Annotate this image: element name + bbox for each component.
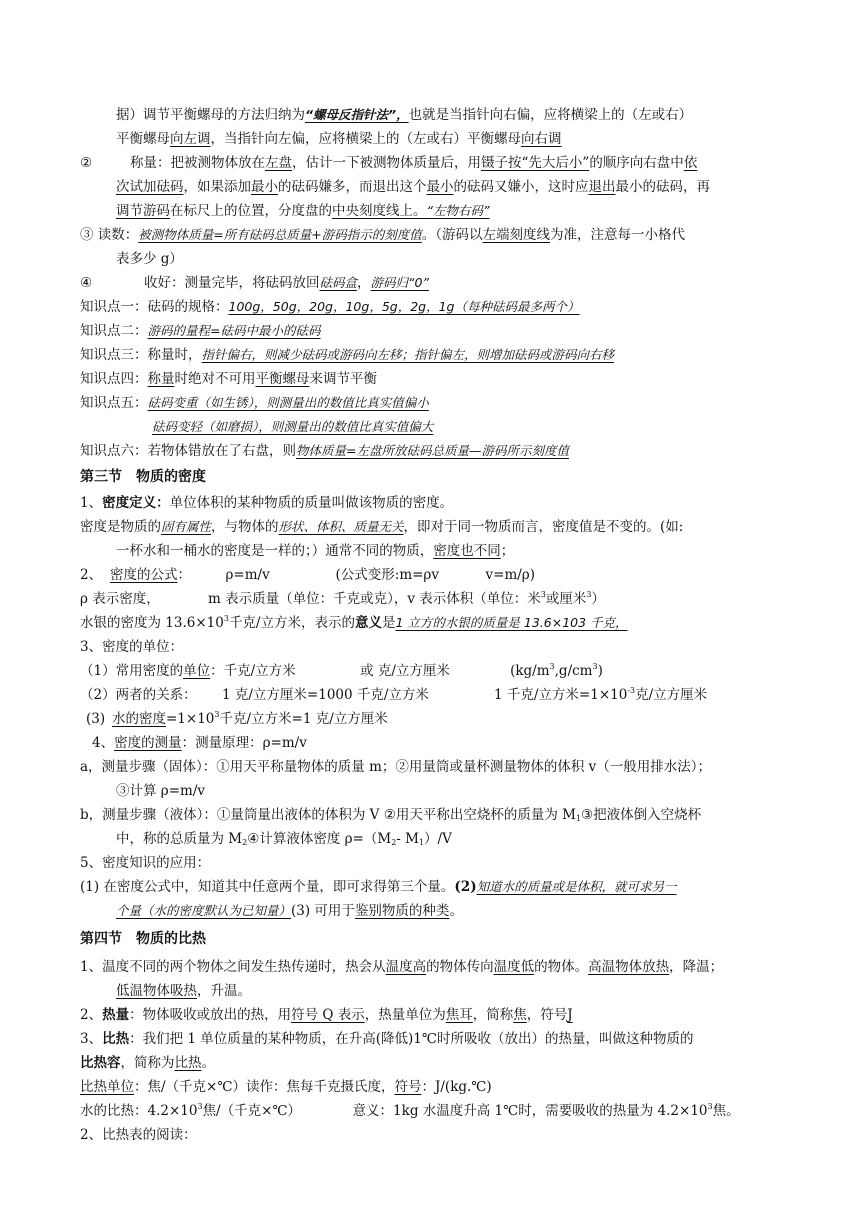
text-line [116,780,802,802]
text-span: (2) [454,879,477,895]
formula: (公式变形:m=ρv [335,567,439,583]
text-line [86,708,808,730]
text-span: ，即对于同一物质而言，密度值是不变的。(如: [403,519,684,535]
highlighted-term: 依 [683,155,698,171]
knowledge-point [80,368,802,390]
formula: v=m/ρ) [485,567,535,583]
text-line [80,564,802,586]
highlighted-term: 低温物体吸热 [116,983,197,999]
text-span: (3) 可用于 [291,903,355,919]
text-line [80,1100,802,1122]
text-line [80,804,802,826]
highlighted-term: 密度的测量 [114,735,182,751]
text-span: b，测量步骤（液体）：①量筒量出液体的体积为 V ②用天平称出空烧杯的质量为 M [80,807,576,823]
text-line [80,1004,802,1026]
highlighted-term: 镊子按“先大后小” [481,155,590,171]
text-span: 4、 [92,735,115,751]
text-span: 密度是物质的 [80,519,161,535]
text-line [80,636,802,658]
text-span: ，升温。 [197,983,251,999]
text-line [116,980,802,1002]
text-span: 千克/立方米=1 克/立方厘米 [219,711,388,727]
text-span: 在标尺上的位置，分度盘的 [170,203,332,219]
highlighted-term: 向左调 [170,131,211,147]
text-span: 的砝码嫌多，而退出这个 [278,179,427,195]
text-span: ③把液体倒入空烧杯 [581,807,702,823]
highlighted-term: 形状、体积、质量无关 [278,519,404,534]
highlighted-term: 鉴别物质的种类 [354,903,450,919]
text-span: ， [357,275,371,291]
text-span: ） [591,591,605,607]
highlighted-term: 砝码盒 [319,275,358,290]
text-span: ）/V [424,831,452,847]
knowledge-label: 知识点一：砝码的规格： [80,299,229,315]
text-span: ③计算 ρ=m/v [116,783,206,799]
term-heading: 比热容 [80,1055,121,1071]
text-line [116,540,802,562]
superscript: 3 [592,662,598,671]
text-line [116,200,802,222]
text-span: 意义：1kg 水温度升高 1℃时，需要吸收的热量为 4.2×10 [352,1103,708,1119]
text-span: （1）常用密度的 [80,663,184,679]
highlighted-term: 密度的公式 [110,567,178,583]
highlighted-term: 固有属性 [161,519,212,534]
highlighted-term: 比热单位 [80,1079,134,1095]
text-span: 5、密度知识的应用： [80,855,211,871]
knowledge-point [80,296,802,318]
subscript: 1 [418,838,425,847]
text-span: ： [177,567,191,583]
text-span: 单位体积的某种物质的质量叫做该物质的密度。 [169,495,454,511]
superscript: 3 [197,1102,203,1111]
text-span: 一杯水和一桶水的密度是一样的；）通常不同的物质， [116,543,434,559]
superscript: 3 [586,590,592,599]
text-span: 时绝对不可用 [174,371,256,387]
text-span: ρ 表示密度， [80,591,160,607]
highlighted-term: 符号 Q 表示 [291,1007,365,1023]
subscript: 2 [391,838,397,847]
text-span: 。（游码以 [421,227,483,243]
knowledge-point [80,344,802,366]
highlighted-term: 指针偏右，则减少砝码或游码向左移；指针偏左，则增加砝码或游码向右移 [201,347,615,362]
text-span: 表多少 g） [116,251,183,267]
highlighted-term: J [567,1007,573,1023]
knowledge-point [80,440,802,462]
text-span: 1 千克/立方米=1×10 [494,687,628,703]
text-line [80,684,802,706]
superscript: 3 [214,710,220,719]
text-span: 来调节平衡 [309,371,377,387]
list-number: ④ [80,275,93,291]
text-span: 1 克/立方厘米=1000 千克/立方米 [222,687,429,703]
highlighted-term: 符号 [394,1079,422,1095]
superscript: 3 [540,590,546,599]
text-span: （2）两者的关系： [80,687,197,703]
text-line [80,956,802,978]
highlighted-term: 左端刻度线 [482,227,550,243]
text-span: 2、 [80,567,103,583]
highlighted-term: 游码的量程=砝码中最小的砝码 [147,323,321,338]
text-line [80,1124,802,1146]
text-span: 的物体。 [534,959,589,975]
term-heading: 意义 [355,615,382,631]
text-line [116,176,802,198]
highlighted-term: 最小 [426,179,454,195]
text-span: 据）调节平衡螺母的方法归纳为 [116,107,305,123]
text-line [116,248,802,270]
text-span: ：焦/（千克×℃）读作：焦每千克摄氏度， [134,1079,395,1095]
superscript: 3 [549,662,555,671]
text-line [116,900,802,922]
highlighted-term: 个量（水的密度默认为已知量） [116,903,292,918]
highlighted-term: 水的密度 [112,711,166,727]
highlighted-term: 最小 [251,179,278,195]
text-span: =1×10 [166,711,215,727]
highlighted-term: 称量 [147,371,175,387]
text-span: ，符号 [526,1007,568,1023]
highlighted-term: 1 立方的水银的质量是 13.6×103 千克， [395,615,628,630]
section-heading: 第三节 物质的密度 [80,469,206,485]
text-span: 的物体传向 [426,959,494,975]
section-heading: 第四节 物质的比热 [80,931,206,947]
text-line [116,128,802,150]
text-span: ，当指针向左偏，应将横梁上的（左或右）平衡螺母 [210,131,521,147]
text-span: 千克/立方米，表示的 [228,615,355,631]
highlighted-term: 温度高 [385,959,427,975]
text-span: 焦/（千克×℃） [202,1103,302,1119]
superscript: 3 [707,1102,713,1111]
text-line [80,612,802,634]
text-span: m 表示质量（单位：千克或克），v 表示体积（单位：米 [208,591,541,607]
text-span: 焦。 [712,1103,740,1119]
text-span: 水银的密度为 13.6×10 [80,615,224,631]
superscript: -3 [627,686,636,695]
text-span: 最小的砝码，再 [615,179,710,195]
text-span: ③ 读数： [80,227,139,243]
highlighted-term: 100g，50g，20g，10g，5g，2g，1g（每种砝码最多两个） [228,299,580,314]
text-span: 水的比热：4.2×10 [80,1103,198,1119]
knowledge-label: 知识点六：若物体错放在了右盘，则 [80,443,296,459]
text-line [80,492,802,514]
text-span: 1、 [80,495,103,511]
text-span: ； [500,543,515,559]
text-span: ，估计一下被测物体质量后，用 [292,155,481,171]
text-span: ④计算液体密度 ρ=（M [247,831,392,847]
text-line [80,1076,802,1098]
text-span: 或 克/立方厘米 [360,663,450,679]
highlighted-term: 焦耳 [445,1007,473,1023]
text-span: ：物体吸收或放出的热，用 [129,1007,292,1023]
text-line [116,104,802,126]
text-span: ：千克/立方米 [210,663,296,679]
highlighted-term: 游码归“0” [370,275,429,290]
formula: ρ=m/v [225,567,270,583]
highlighted-term: 密度也不同 [433,543,501,559]
highlighted-term: 被测物体质量=所有砝码总质量+游码指示的刻度值 [138,227,422,242]
text-line [80,224,802,246]
text-span: 是 [382,615,396,631]
term-heading: 热量 [102,1007,130,1023]
highlighted-term: 焦 [513,1007,527,1023]
text-span: 为准，注意每一小格代 [550,227,685,243]
highlighted-term: 知道水的质量或是体积，就可求另一 [476,879,677,894]
text-span: ：我们把 1 单位质量的某种物质，在升高(降低)1℃时所吸收（放出）的热量，叫做这种物质的 [129,1031,694,1047]
knowledge-point [80,320,802,342]
list-number: ② [80,155,93,171]
text-span: 也就是当指针向右偏，应将横梁上的（左或右） [408,107,693,123]
highlighted-term: “左物右码” [426,203,490,218]
highlighted-term: 单位 [183,663,211,679]
highlighted-term: 左盘 [265,155,292,171]
text-span: 的顺序向右盘中 [589,155,684,171]
knowledge-point [80,392,802,414]
text-span: ，热量单位为 [364,1007,446,1023]
highlighted-term: 物体质量=左盘所放砝码总质量—游码所示刻度值 [296,443,569,458]
text-span: 收好：测量完毕，将砝码放回 [144,275,320,291]
highlighted-term: 次 [116,179,130,195]
text-span: ，如果添加 [183,179,251,195]
highlighted-term: 高温物体放热 [588,959,670,975]
superscript: 3 [223,614,229,623]
highlighted-term: 中央刻度线上。 [332,203,427,219]
text-span: ：测量原理：ρ=m/v [181,735,307,751]
knowledge-label: 知识点二： [80,323,148,339]
highlighted-term: 比热 [174,1055,202,1071]
knowledge-point [152,416,802,438]
highlighted-term: 砝码变轻（如磨损），则测量出的数值比真实值偏大 [152,419,434,434]
text-line [80,756,802,778]
highlighted-term: 退出 [588,179,616,195]
text-span: (kg/m [510,663,550,679]
text-line [92,732,814,754]
text-line [80,876,802,898]
text-span: ，降温； [669,959,724,975]
text-span: 2、 [80,1007,103,1023]
text-line [80,272,802,294]
text-span: (1) 在密度公式中，知道其中任意两个量，即可求得第三个量。 [80,879,455,895]
text-span: 2、比热表的阅读： [80,1127,197,1143]
text-span: 称量：把被测物体放在 [130,155,265,171]
text-span: ，简称 [472,1007,514,1023]
text-span: ) [597,663,603,679]
text-line [80,852,802,874]
highlighted-term: “螺母反指针法”， [305,107,409,122]
text-line [80,152,802,174]
text-span: 1、温度不同的两个物体之间发生热传递时，热会从 [80,959,386,975]
subscript: 1 [575,814,582,823]
term-heading: 比热 [102,1031,130,1047]
text-span: 的砝码又嫌小，这时应 [453,179,589,195]
text-line [80,660,802,682]
text-line [116,828,802,850]
highlighted-term: 调节游码 [116,203,170,219]
highlighted-term: 砝码变重（如生锈），则测量出的数值比真实值偏小 [147,395,429,410]
text-span: 平衡螺母 [116,131,170,147]
text-line [80,1052,802,1074]
knowledge-label: 知识点四： [80,371,148,387]
text-span: 3、密度的单位： [80,639,184,655]
text-span: 中，称的总质量为 M [116,831,243,847]
highlighted-term: 向右调 [521,131,562,147]
text-span: ：J/(kg.℃) [421,1079,492,1095]
text-span: 或厘米 [545,591,587,607]
knowledge-label: 知识点三：称量时， [80,347,202,363]
text-span: ，简称为 [120,1055,175,1071]
subscript: 2 [242,838,248,847]
knowledge-label: 知识点五： [80,395,148,411]
text-span: a，测量步骤（固体）：①用天平称量物体的质量 m；②用量筒或量杯测量物体的体积 v（一般用排水法）； [80,759,712,775]
text-span: 克/立方厘米 [635,687,708,703]
text-span: 。 [449,903,463,919]
term-heading: 密度定义： [102,495,170,511]
text-span: - M [396,831,419,847]
text-span: ,g/cm [554,663,593,679]
text-span: ，与物体的 [211,519,279,535]
text-span: (3) [86,711,106,727]
highlighted-term: 平衡螺母 [255,371,310,387]
text-line [80,1028,802,1050]
highlighted-term: 温度低 [493,959,535,975]
text-span: 。 [201,1055,215,1071]
text-span: 3、 [80,1031,103,1047]
highlighted-term: 试加砝码 [129,179,184,195]
text-line [80,588,802,610]
text-line [80,516,802,538]
